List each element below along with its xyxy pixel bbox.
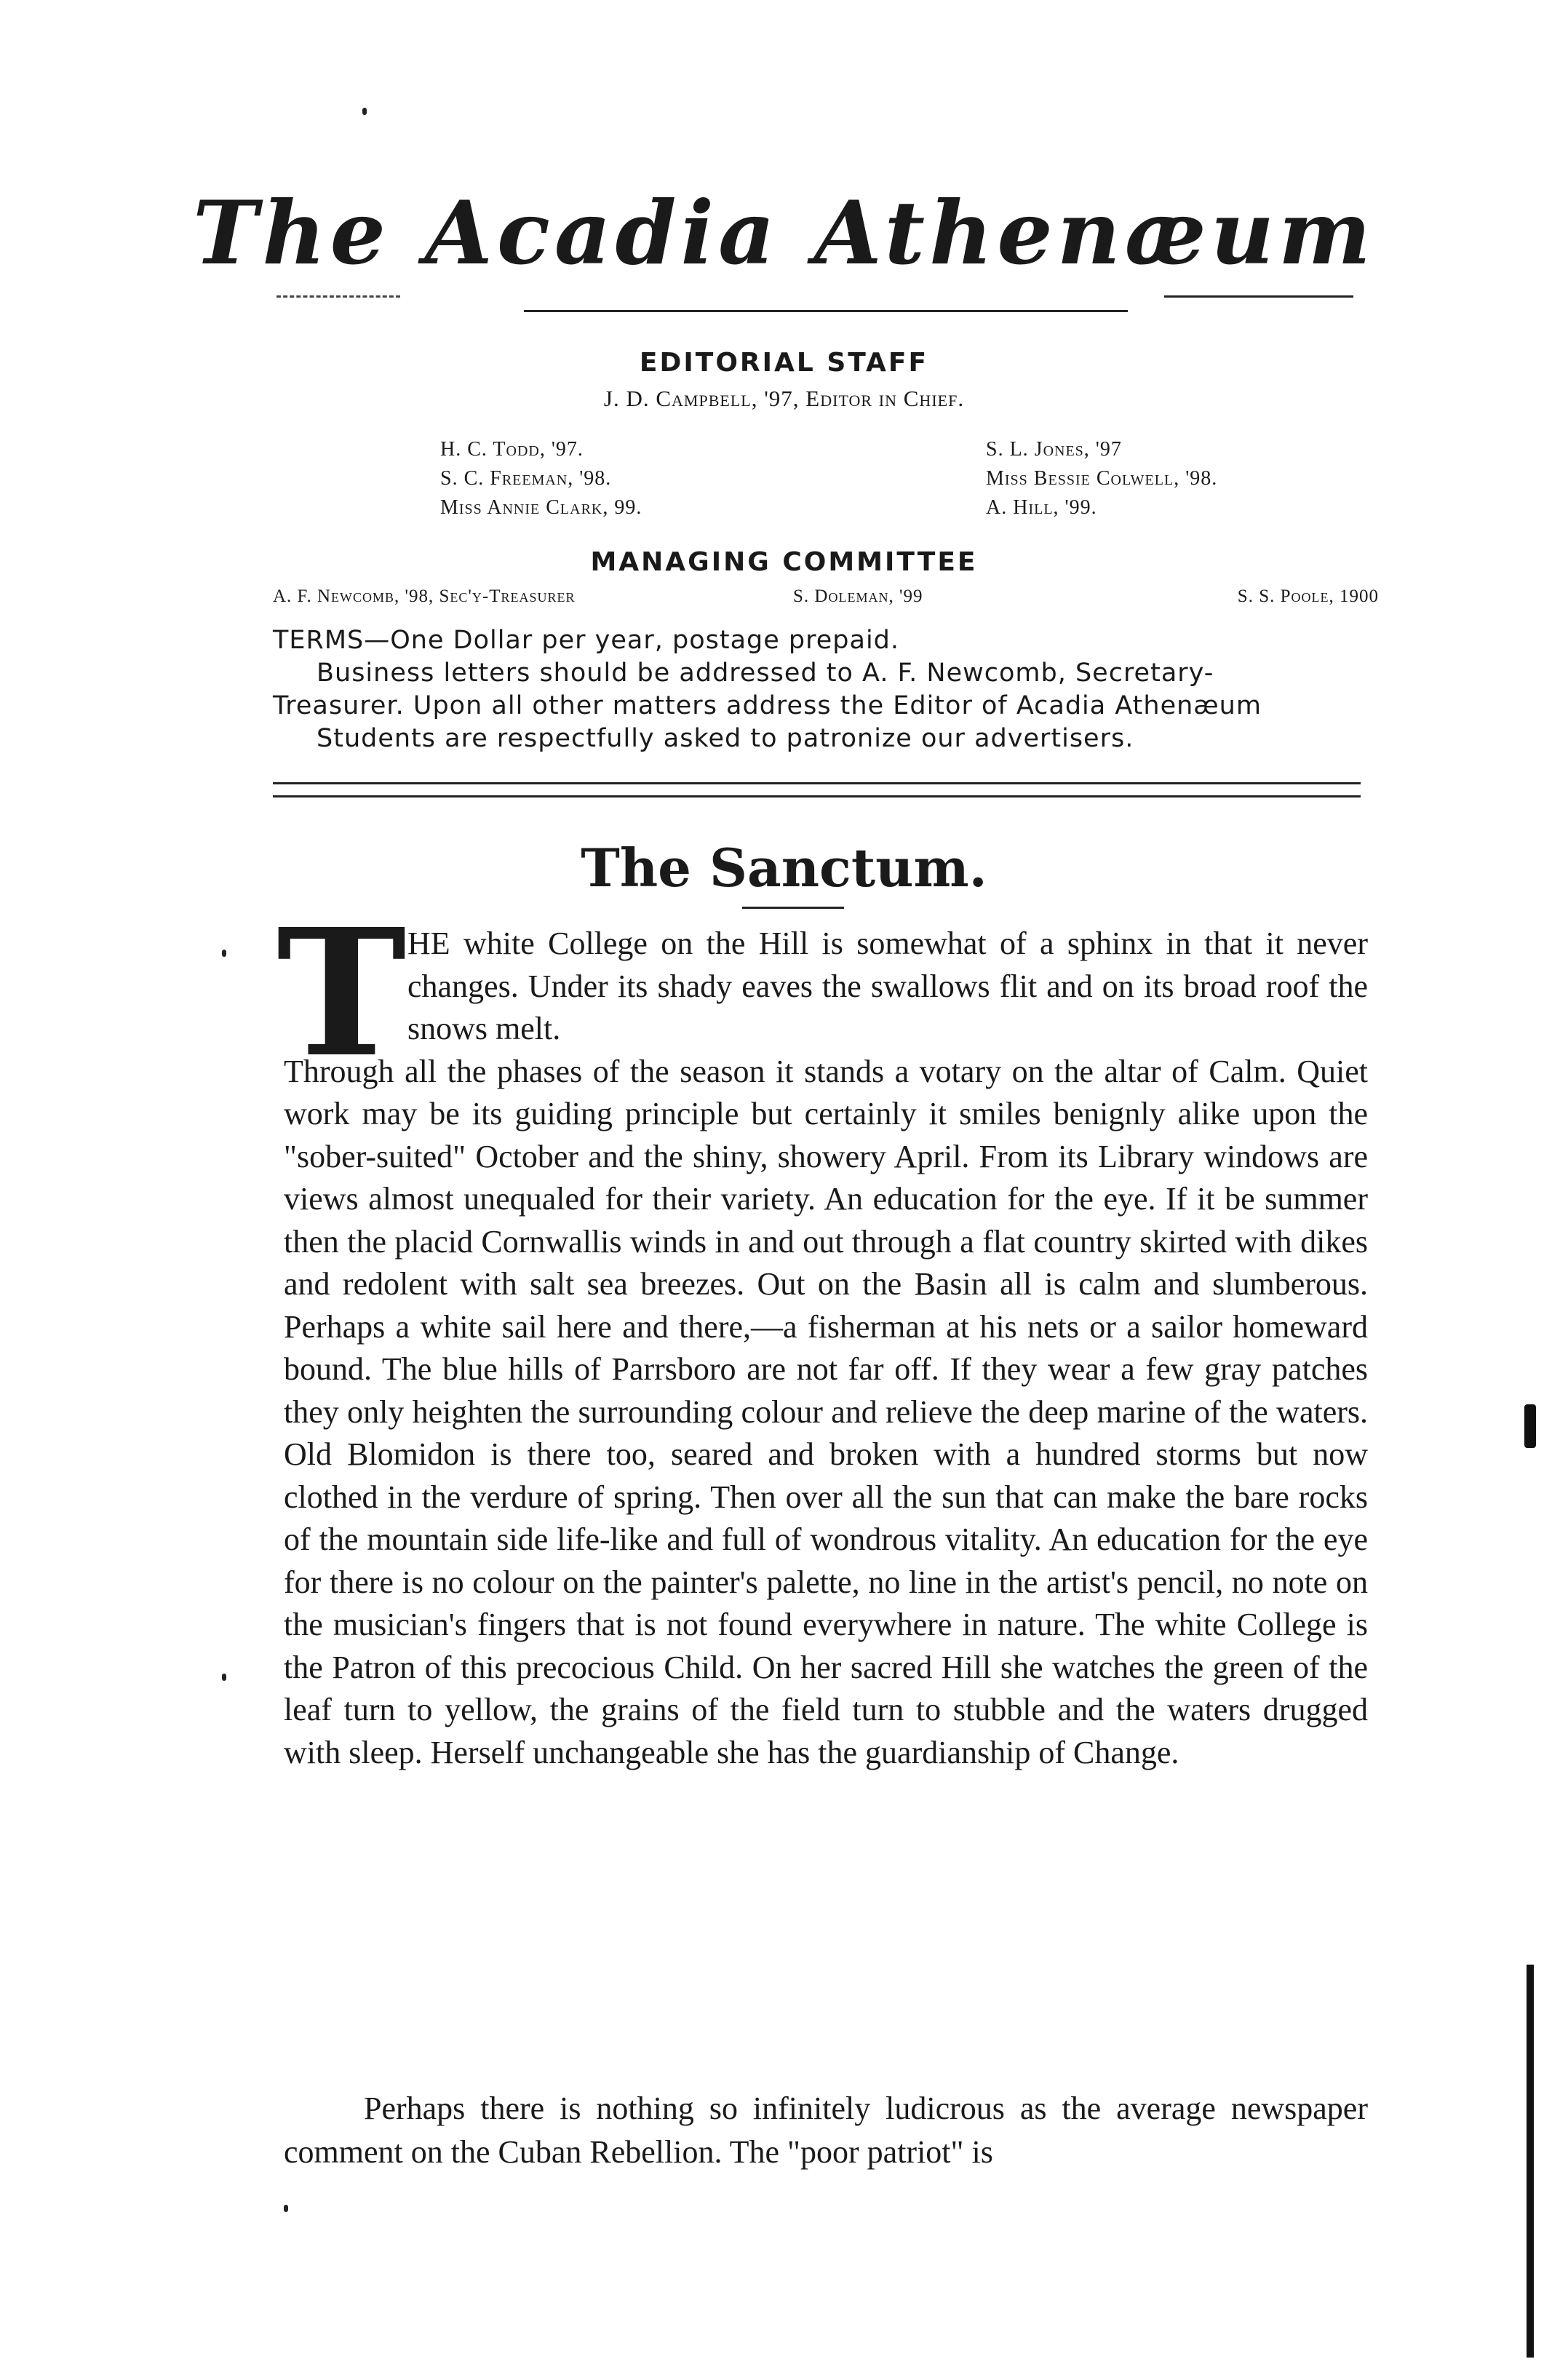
section-title-underline [742,907,844,909]
masthead-rule-center [524,310,1128,312]
committee-member: S. S. Poole, 1900 [1237,586,1379,606]
masthead-rule-left [276,295,400,298]
terms-line: Treasurer. Upon all other matters address the Editor of Acadia Athenæum [273,691,1262,720]
staff-member: Miss Bessie Colwell, '98. [986,467,1218,490]
section-rule-top [273,782,1361,784]
section-title: The Sanctum. [581,837,987,899]
paragraph-opening [407,923,1368,1051]
terms-block [273,624,1372,755]
page-edge-bar [1527,1965,1534,2358]
staff-left-column [440,435,819,522]
staff-member: S. L. Jones, '97 [986,438,1122,461]
committee-member: A. F. Newcomb, '98, Sec'y-Treasurer [273,586,576,606]
staff-right-column [986,435,1364,522]
committee-member: S. Doleman, '99 [793,586,923,606]
scan-speck [362,108,367,115]
editorial-staff-heading: EDITORIAL STAFF [639,348,929,378]
terms-line: Students are respectfully asked to patronize our advertisers. [317,724,1134,753]
staff-member: A. Hill, '99. [986,496,1097,519]
staff-member: Miss Annie Clark, 99. [440,496,642,519]
sanctum-paragraph-1 [284,923,1368,1774]
paragraph-body: Through all the phases of the season it stands a votary on the altar of Calm. Quiet work may be its guiding principle but certainly it smiles benignly alike upon the "sober-suited" October and the shiny, showery April. From its Library windows are views almost unequaled for their variety. An education for the eye. If it be summer then the placid Cornwallis winds in and out through a flat country skirted with dikes and redolent with salt sea breezes. Out on the Basin all is calm and slumberous. Perhaps a white sail here and there,—a fisherman at his nets or a sailor homeward bound. The blue hills of Parrsboro are not far off. If they wear a few gray patches they only heighten the surrounding colour and relieve the deep marine of the waters. Old Blomidon is there too, seared and broken with a hundred storms but now clothed in the verdure of spring. Then over all the sun that can make the bare rocks of the mountain side life-like and full of wondrous vitality. An education for the eye for there is no colour on the painter's palette, no line in the artist's pencil, no note on the musician's fingers that is not found everywhere in nature. The white College is the Patron of this precocious Child. On her sacred Hill she watches the green of the leaf turn to yellow, the grains of the field turn to stubble and the waters drugged with sleep. Herself unchangeable she has the guardianship of Change. [284,1053,1368,1770]
editor-in-chief: J. D. Campbell, '97, Editor in Chief. [603,386,965,411]
masthead-rule-right [1164,295,1353,298]
sanctum-paragraph-2: Perhaps there is nothing so infinitely ludicrous as the average newspaper comment on the Cuban Rebellion. The "poor patriot" is [284,2090,1368,2170]
page-edge-mark [1524,1404,1536,1448]
scan-speck [222,950,226,957]
paragraph-opening-text: HE white College on the Hill is somewhat of a sphinx in that it never changes. Under its shady eaves the swallows flit and on its broad roof the snows melt. [407,926,1368,1046]
terms-line: Business letters should be addressed to A. F. Newcomb, Secretary- [317,659,1214,688]
masthead-title: The Acadia Athenæum [193,182,1375,285]
drop-cap: T [276,891,407,1096]
staff-member: H. C. Todd, '97. [440,438,584,461]
staff-member: S. C. Freeman, '98. [440,467,612,490]
terms-line: TERMS—One Dollar per year, postage prepaid. [273,626,900,655]
scan-speck [222,1674,226,1681]
scan-speck [284,2205,288,2212]
managing-committee-heading: MANAGING COMMITTEE [590,547,978,577]
section-rule-bottom [273,795,1361,797]
